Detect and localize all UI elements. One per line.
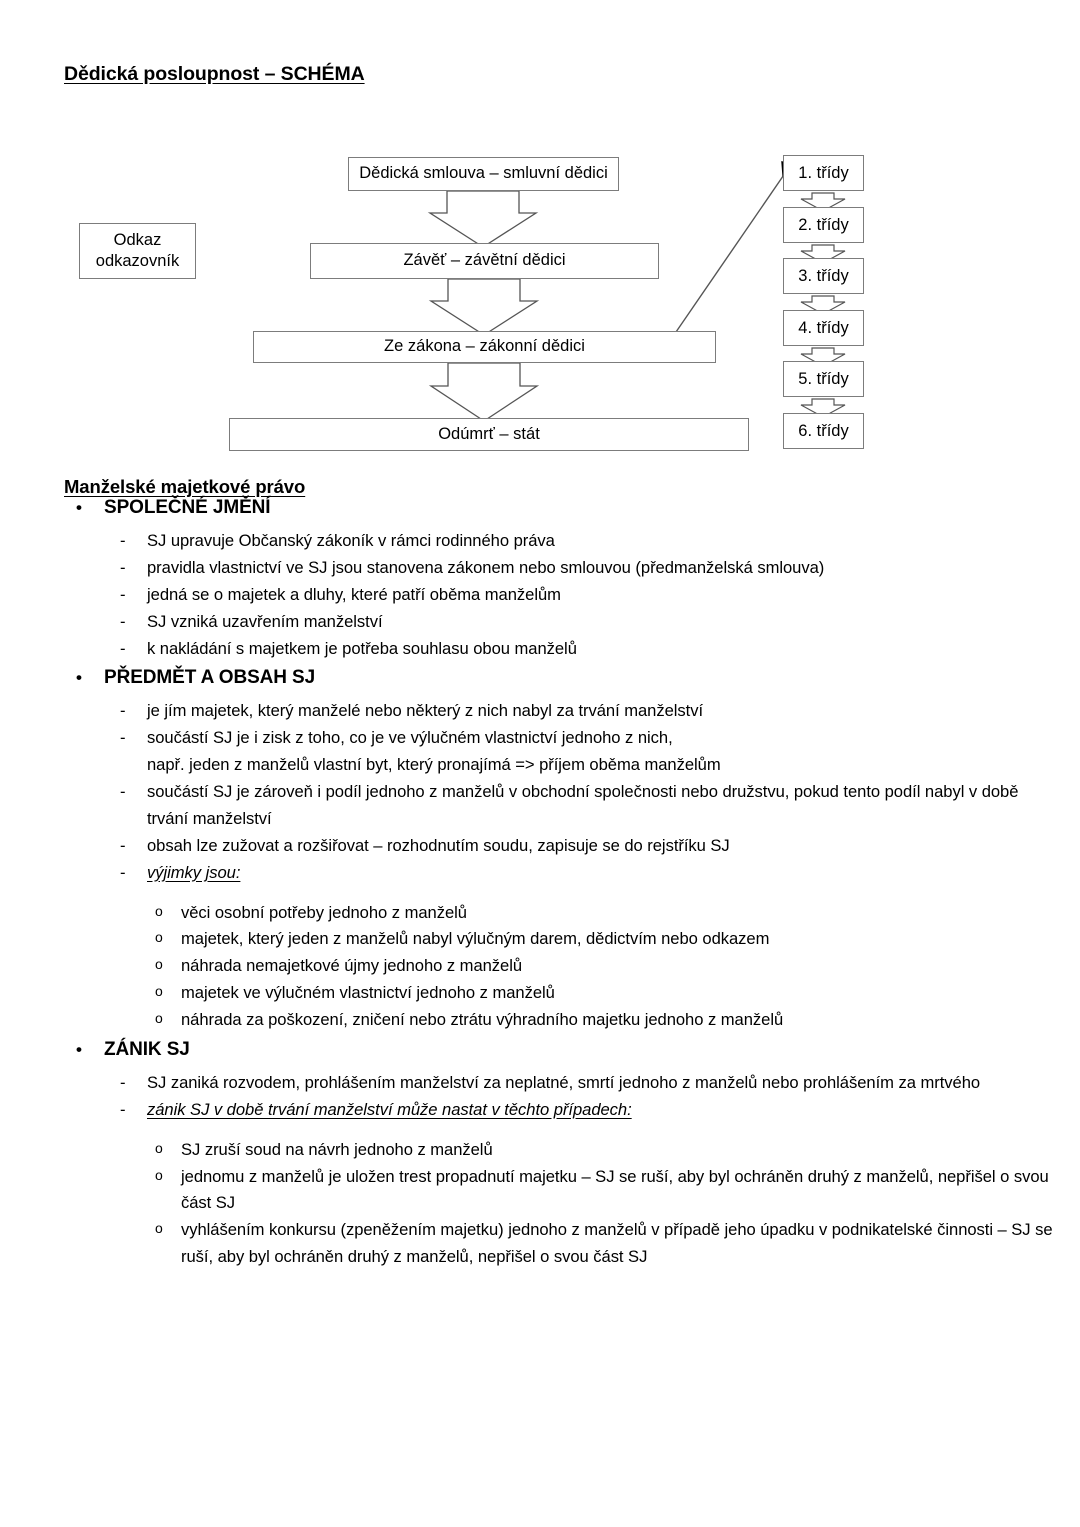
dash-icon: - [120,835,126,855]
dash-icon: - [120,728,126,748]
block-arrow-down-2 [431,279,537,335]
sub-list-item [0,1137,1080,1164]
list-item-continuation: např. jeden z manželů vlastní byt, který pronajímá => příjem oběma manželům [147,755,721,775]
dash-icon: - [120,862,126,882]
list-item [0,609,1027,636]
list-item-label: součástí SJ je zároveň i podíl jednoho z manželů v obchodní společnosti nebo družstvu, pokud tento podíl nabyl v době trvání manželství [147,782,1019,828]
diagram-box-label: Závěť – závětní dědici [403,251,566,270]
trida-label: 6. třídy [798,421,849,440]
section-heading-manzelske-majetkove-pravo: Manželské majetkové právo [64,476,306,497]
trida-label: 1. třídy [798,163,849,182]
bullet-icon: • [76,1039,82,1059]
list-item [0,779,1027,833]
list-item-label: k nakládání s majetkem je potřeba souhlasu obou manželů [147,638,577,658]
sub-list-item-label: majetek ve výlučném vlastnictví jednoho z manželů [181,983,555,1003]
circle-bullet-icon: o [155,1166,163,1183]
list-item [0,1070,1027,1097]
circle-bullet-icon: o [155,929,163,946]
diagram-box-trida-1 [783,155,864,191]
sub-list-item [0,1217,1080,1271]
list-item-label: jedná se o majetek a dluhy, které patří oběma manželům [147,584,561,604]
sub-list-item-label: náhrada za poškození, zničení nebo ztrátu výhradního majetku jednoho z manželů [181,1010,784,1029]
list-item [0,555,1027,582]
list-item-emphasized [0,860,1027,887]
circle-bullet-icon: o [155,902,163,919]
diagram-box-label: Odúmrť – stát [438,424,540,443]
sub-list-item-label: vyhlášením konkursu (zpeněžením majetku) jednoho z manželů v případě jeho úpadku v podnikatelské činnosti – SJ se ruší, aby byl ochráněn druhý z manželů, nepřišel o svou část SJ [181,1220,1053,1267]
page-title-dedicka-posloupnost: Dědická posloupnost – SCHÉMA [64,63,365,85]
diagram-box-ze-zakona [253,331,716,363]
list-item-section-title-3 [0,1040,1080,1070]
circle-bullet-icon: o [155,1139,163,1156]
circle-bullet-icon: o [155,1220,163,1237]
trida-label: 3. třídy [798,266,849,285]
block-arrow-down-3 [431,363,537,421]
trida-label: 2. třídy [798,215,849,234]
trida-label: 5. třídy [798,369,849,388]
bullet-icon: • [76,668,82,688]
sub-list-item-label: náhrada nemajetkové újmy jednoho z manželů [181,956,523,976]
sub-list-item-label: jednomu z manželů je uložen trest propadnutí majetku – SJ se ruší, aby byl ochráněn druhý z manželů, nepřišel o svou část SJ [181,1166,1049,1213]
sub-list-item [0,926,1080,953]
sub-list-item [0,900,1080,927]
list-item-section-title-1 [0,498,1080,528]
sub-list-item [0,953,1080,980]
diagram-box-odkaz [79,223,196,279]
sub-list-item-label: majetek, který jeden z manželů nabyl výlučným darem, dědictvím nebo odkazem [181,929,770,949]
list-item [0,725,1027,779]
dash-icon: - [120,638,126,658]
list-item-label: SJ zaniká rozvodem, prohlášením manželství za neplatné, smrtí jednoho z manželů nebo prohlášením za mrtvého [147,1072,981,1092]
dash-icon: - [120,611,126,631]
inheritance-succession-diagram [0,0,1080,470]
list-item-emphasized [0,1097,1027,1124]
diagonal-connector-line [676,166,790,332]
list-item-label: zánik SJ v době trvání manželství může nastat v těchto případech: [147,1099,632,1119]
dash-icon: - [120,531,126,550]
content-body [0,498,1080,1271]
dash-icon: - [120,782,126,801]
list-item-label: součástí SJ je i zisk z toho, co je ve výlučném vlastnictví jednoho z nich, [147,728,673,748]
circle-bullet-icon: o [155,956,163,973]
diagram-box-trida-6 [783,413,864,449]
circle-bullet-icon: o [155,983,163,1000]
list-item-label: obsah lze zužovat a rozšiřovat – rozhodnutím soudu, zapisuje se do rejstříku SJ [147,835,730,855]
block-arrow-down-1 [430,191,536,247]
diagram-box-dedicka-smlouva [348,157,619,191]
diagram-box-trida-2 [783,207,864,243]
list-item-label: SJ vzniká uzavřením manželství [147,611,383,631]
list-item-label: je jím majetek, který manželé nebo některý z nich nabyl za trvání manželství [147,701,704,721]
sub-list-item [0,1007,1080,1034]
dash-icon: - [120,1072,126,1092]
spacer [0,1124,1080,1137]
list-item-label: SJ upravuje Občanský zákoník v rámci rodinného práva [147,531,555,550]
list-item [0,698,1027,725]
list-item [0,528,1027,555]
diagram-box-label-line1: Odkaz [113,230,162,249]
list-item-label: pravidla vlastnictví ve SJ jsou stanovena zákonem nebo smlouvou (předmanželská smlouva) [147,557,825,577]
bullet-icon: • [76,498,82,517]
diagram-box-label: Ze zákona – zákonní dědici [384,337,585,356]
circle-bullet-icon: o [155,1010,163,1026]
dash-icon: - [120,1099,126,1119]
diagram-box-label: Dědická smlouva – smluvní dědici [359,164,608,183]
sub-list-item-label: SJ zruší soud na návrh jednoho z manželů [181,1139,493,1159]
spacer [0,887,1080,900]
list-item [0,636,1027,663]
diagram-box-trida-3 [783,258,864,294]
diagram-box-trida-4 [783,310,864,346]
list-item-label: výjimky jsou: [147,862,241,882]
list-item-section-title-2 [0,668,1080,698]
diagram-box-trida-5 [783,361,864,397]
sub-list-item [0,1164,1080,1218]
diagram-box-odumrt [229,418,749,451]
dash-icon: - [120,584,126,604]
dash-icon: - [120,557,126,577]
dash-icon: - [120,701,126,721]
section-title-label: SPOLEČNÉ JMĚNÍ [104,497,271,518]
list-item [0,582,1027,609]
list-item [0,833,1027,860]
trida-label: 4. třídy [798,318,849,337]
diagram-box-zaver [310,243,659,279]
diagram-box-label-line2: odkazovník [95,252,180,270]
sub-list-item-label: věci osobní potřeby jednoho z manželů [181,902,467,922]
sub-list-item [0,980,1080,1007]
section-title-label: PŘEDMĚT A OBSAH SJ [104,667,316,689]
section-title-label: ZÁNIK SJ [104,1038,190,1060]
